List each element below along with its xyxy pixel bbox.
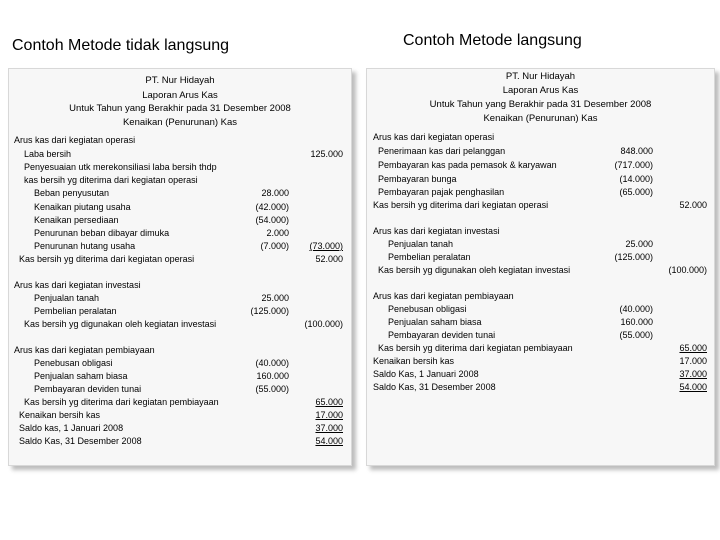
amount-taxes-paid: (65.000) <box>619 187 653 197</box>
line-payables: Penurunan hutang usaha <box>34 241 136 251</box>
amount-net-increase: 17.000 <box>679 356 707 366</box>
amount-supplier-payments: (717.000) <box>614 160 653 170</box>
amount-bond-redemption: (40.000) <box>255 358 289 368</box>
line-adjustments-cont: kas bersih yg diterima dari kegiatan operasi <box>24 175 198 185</box>
line-net-investing: Kas bersih yg digunakan oleh kegiatan investasi <box>24 319 217 329</box>
amount-purchase-equipment: (125.000) <box>614 252 653 262</box>
line-bond-redemption: Penebusan obligasi <box>34 358 113 368</box>
amount-inventory: (54.000) <box>255 215 289 225</box>
amount-customer-receipts: 848.000 <box>620 146 653 156</box>
amount-receivables: (42.000) <box>255 202 289 212</box>
direct-method-statement <box>366 68 715 466</box>
report-period: Untuk Tahun yang Berakhir pada 31 Desember 2008 <box>69 103 291 114</box>
amount-dividends: (55.000) <box>255 384 289 394</box>
report-period: Untuk Tahun yang Berakhir pada 31 Desember 2008 <box>429 99 652 110</box>
amount-total-adjustments: (73.000) <box>309 241 343 251</box>
line-sale-land: Penjualan tanah <box>34 293 100 303</box>
amount-beginning-cash: 37.000 <box>315 423 343 433</box>
amount-dividends: (55.000) <box>619 330 653 340</box>
line-dividends: Pembayaran deviden tunai <box>34 384 142 394</box>
company-name: PT. Nur Hidayah <box>505 71 576 82</box>
amount-depreciation: 28.000 <box>261 188 289 198</box>
report-subtitle: Kenaikan (Penurunan) Kas <box>483 113 598 124</box>
company-name: PT. Nur Hidayah <box>145 75 215 86</box>
line-adjustments: Penyesuaian utk merekonsiliasi laba bersih thdp <box>24 162 217 172</box>
line-stock-sale: Penjualan saham biasa <box>388 317 482 327</box>
amount-bond-redemption: (40.000) <box>619 304 653 314</box>
line-ending-cash: Saldo Kas, 31 Desember 2008 <box>19 436 142 446</box>
line-inventory: Kenaikan persediaan <box>34 215 119 225</box>
amount-payables: (7.000) <box>260 241 289 251</box>
line-purchase-equipment: Pembelian peralatan <box>388 252 471 262</box>
amount-net-investing: (100.000) <box>304 319 343 329</box>
line-sale-land: Penjualan tanah <box>388 239 454 249</box>
line-beginning-cash: Saldo Kas, 1 Januari 2008 <box>373 369 479 379</box>
line-operating-header: Arus kas dari kegiatan operasi <box>14 135 136 145</box>
line-supplier-payments: Pembayaran kas pada pemasok & karyawan <box>378 160 557 170</box>
line-net-financing: Kas bersih yg diterima dari kegiatan pembiayaan <box>24 397 219 407</box>
line-net-financing: Kas bersih yg diterima dari kegiatan pembiayaan <box>378 343 573 353</box>
amount-stock-sale: 160.000 <box>256 371 289 381</box>
line-net-operating: Kas bersih yg diterima dari kegiatan operasi <box>19 254 195 264</box>
amount-net-financing: 65.000 <box>679 343 707 353</box>
line-stock-sale: Penjualan saham biasa <box>34 371 128 381</box>
amount-net-increase: 17.000 <box>315 410 343 420</box>
line-net-investing: Kas bersih yg digunakan oleh kegiatan investasi <box>378 265 571 275</box>
amount-stock-sale: 160.000 <box>620 317 653 327</box>
line-net-increase: Kenaikan bersih kas <box>19 410 101 420</box>
line-operating-header: Arus kas dari kegiatan operasi <box>373 132 495 142</box>
amount-sale-land: 25.000 <box>261 293 289 303</box>
line-investing-header: Arus kas dari kegiatan investasi <box>14 280 141 290</box>
line-depreciation: Beban penyusutan <box>34 188 110 198</box>
line-net-increase: Kenaikan bersih kas <box>373 356 455 366</box>
line-purchase-equipment: Pembelian peralatan <box>34 306 117 316</box>
amount-net-income: 125.000 <box>310 149 343 159</box>
indirect-method-statement <box>8 68 352 466</box>
line-net-income: Laba bersih <box>24 149 72 159</box>
right-heading: Contoh Metode langsung <box>403 32 582 49</box>
report-subtitle: Kenaikan (Penurunan) Kas <box>122 117 238 128</box>
amount-interest-paid: (14.000) <box>619 174 653 184</box>
amount-ending-cash: 54.000 <box>679 382 707 392</box>
line-interest-paid: Pembayaran bunga <box>378 174 457 184</box>
left-heading: Contoh Metode tidak langsung <box>12 37 230 54</box>
amount-net-financing: 65.000 <box>315 397 343 407</box>
line-investing-header: Arus kas dari kegiatan investasi <box>373 226 500 236</box>
amount-net-investing: (100.000) <box>668 265 707 275</box>
line-dividends: Pembayaran deviden tunai <box>388 330 496 340</box>
report-title: Laporan Arus Kas <box>502 85 579 96</box>
amount-net-operating: 52.000 <box>679 200 707 210</box>
line-taxes-paid: Pembayaran pajak penghasilan <box>378 187 505 197</box>
amount-beginning-cash: 37.000 <box>679 369 707 379</box>
line-prepaid: Penurunan beban dibayar dimuka <box>34 228 170 238</box>
line-bond-redemption: Penebusan obligasi <box>388 304 467 314</box>
line-customer-receipts: Penerimaan kas dari pelanggan <box>378 146 506 156</box>
line-financing-header: Arus kas dari kegiatan pembiayaan <box>373 291 514 301</box>
report-title: Laporan Arus Kas <box>142 90 218 101</box>
line-beginning-cash: Saldo kas, 1 Januari 2008 <box>19 423 124 433</box>
amount-net-operating: 52.000 <box>315 254 343 264</box>
line-financing-header: Arus kas dari kegiatan pembiayaan <box>14 345 155 355</box>
line-ending-cash: Saldo Kas, 31 Desember 2008 <box>373 382 496 392</box>
amount-prepaid: 2.000 <box>266 228 289 238</box>
amount-ending-cash: 54.000 <box>315 436 343 446</box>
line-net-operating: Kas bersih yg diterima dari kegiatan operasi <box>373 200 549 210</box>
line-receivables: Kenaikan piutang usaha <box>34 202 131 212</box>
amount-purchase-equipment: (125.000) <box>250 306 289 316</box>
amount-sale-land: 25.000 <box>625 239 653 249</box>
